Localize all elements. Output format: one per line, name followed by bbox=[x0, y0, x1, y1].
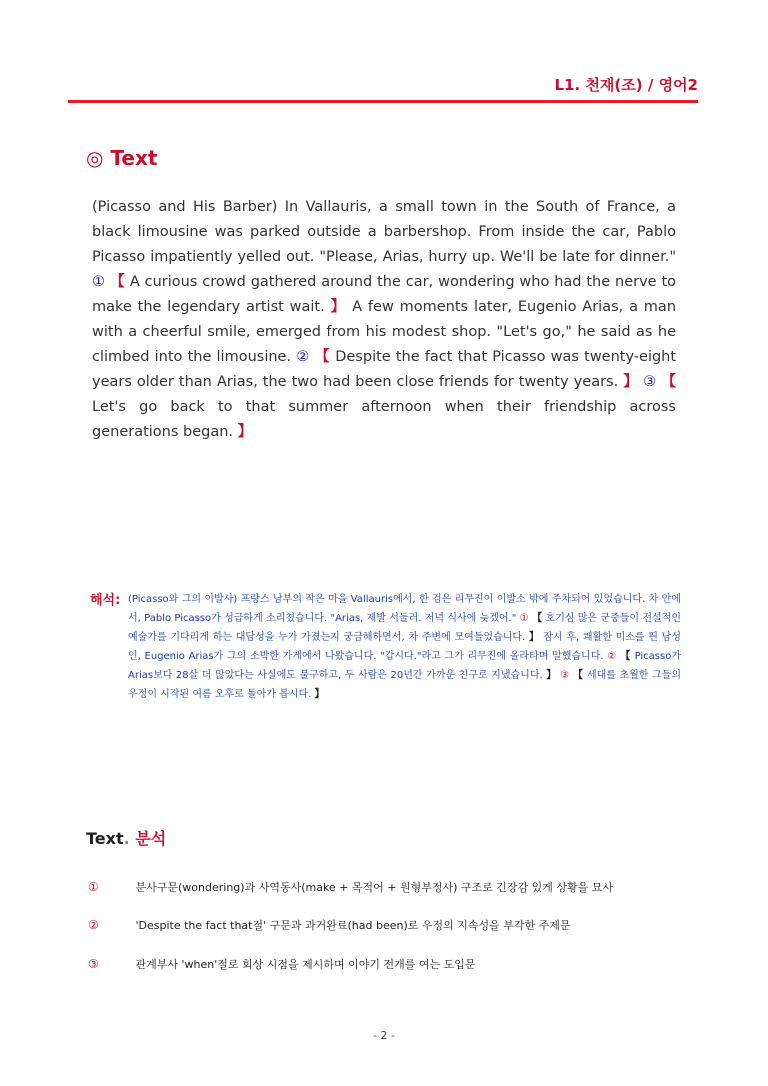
lesson-label: L1. bbox=[554, 76, 581, 94]
key-sentence-3: Let's go back to that summer afternoon when their friendship across generations began. bbox=[92, 399, 676, 440]
bracket-open: 【 bbox=[110, 274, 125, 290]
translation-passage-2: 잠시 후, 쾌활한 미소를 띈 남성인, Eugenio Arias가 그의 소박한 가게에서 나왔습니다. "갑시다."라고 그가 리무진에 올라타며 말했습니다. bbox=[128, 632, 682, 662]
analysis-number: ① bbox=[88, 880, 99, 894]
bracket-close: 】 bbox=[237, 424, 253, 440]
analysis-number: ② bbox=[88, 918, 99, 932]
header-separator: / bbox=[647, 76, 654, 94]
translation-marker-2: ② bbox=[607, 651, 617, 662]
text-passage-2: A few moments later, Eugenio Arias, a man with a cheerful smile, emerged from his modest shop. "Let's go," he said as he climbed into the limousine. bbox=[92, 299, 677, 365]
analysis-title-sub: 분석 bbox=[135, 829, 167, 848]
analysis-text: 관계부사 'when'절로 회상 시점을 제시하며 이야기 전개를 여는 도입문 bbox=[135, 958, 476, 971]
publisher-label: 천재(조) bbox=[585, 76, 643, 94]
section-title: ◎ Text bbox=[86, 146, 158, 170]
bracket-close: 】 bbox=[529, 632, 540, 643]
page-number: - 2 - bbox=[373, 1029, 395, 1042]
translation-label: 해석: bbox=[90, 593, 121, 608]
analysis-number: ③ bbox=[88, 957, 99, 971]
bracket-close: 】 bbox=[623, 374, 639, 390]
text-passage-1: (Picasso and His Barber) In Vallauris, a small town in the South of France, a black limousine was parked outside a barbershop. From inside the car, Pablo Picasso impatiently yelled out. "Please, Arias, hurry up. We'll be late for dinner." bbox=[92, 199, 676, 265]
bracket-open: 【 bbox=[620, 651, 631, 662]
header-rule bbox=[68, 100, 698, 103]
key-sentence-1: A curious crowd gathered around the car, wondering who had the nerve to make the legendary artist wait. bbox=[92, 274, 677, 315]
analysis-title-main: Text bbox=[86, 829, 124, 848]
analysis-title-dot: . bbox=[123, 829, 130, 848]
bracket-open: 【 bbox=[573, 670, 584, 681]
bracket-close: 】 bbox=[314, 689, 325, 700]
translation-marker-1: ① bbox=[519, 613, 529, 624]
bracket-close: 】 bbox=[330, 299, 347, 315]
translation-sentence-3: 세대를 초월한 그들의 우정이 시작된 여름 오후로 돌아가 봅시다. bbox=[128, 670, 681, 700]
translation-text bbox=[128, 590, 681, 704]
analysis-item bbox=[88, 879, 613, 895]
analysis-text: 분사구문(wondering)과 사역동사(make + 목적어 + 원형부정사) 구조로 긴장감 있게 상황을 묘사 bbox=[135, 881, 614, 894]
header-title bbox=[555, 74, 699, 95]
marker-1: ① bbox=[92, 274, 106, 290]
english-text bbox=[92, 195, 676, 445]
analysis-title bbox=[86, 826, 166, 849]
subject-label: 영어2 bbox=[658, 76, 698, 94]
translation-sentence-1: 호기심 많은 군중들이 전설적인 예술가를 기다리게 하는 대담성을 누가 가졌는지 궁금해하면서, 차 주변에 모여들었습니다. bbox=[128, 613, 682, 643]
key-sentence-2: Despite the fact that Picasso was twenty-eight years older than Arias, the two had been close friends for twenty years. bbox=[92, 349, 677, 390]
translation-sentence-2: Picasso가 Arias보다 28살 더 많았다는 사실에도 불구하고, 두 사람은 20년간 가까운 친구로 지냈습니다. bbox=[128, 651, 682, 681]
bracket-close: 】 bbox=[546, 670, 557, 681]
translation-passage-1: (Picasso와 그의 이발사) 프랑스 남부의 작은 마을 Vallauris에서, 한 검은 리무진이 이발소 밖에 주차되어 있었습니다. 차 안에서, Pablo Picasso가 성급하게 소리쳤습니다. "Arias, 제발 서둘러. 저녁 식사에 늦겠어." bbox=[128, 594, 681, 624]
analysis-item bbox=[88, 956, 476, 972]
bracket-open: 【 bbox=[532, 613, 543, 624]
bracket-open: 【 bbox=[661, 374, 676, 390]
marker-3: ③ bbox=[643, 374, 657, 390]
analysis-text: 'Despite the fact that절' 구문과 과거완료(had been)로 우정의 지속성을 부각한 주제문 bbox=[135, 919, 571, 932]
analysis-item bbox=[88, 917, 571, 933]
bracket-open: 【 bbox=[314, 349, 331, 365]
marker-2: ② bbox=[296, 349, 310, 365]
translation-marker-3: ③ bbox=[560, 670, 570, 681]
